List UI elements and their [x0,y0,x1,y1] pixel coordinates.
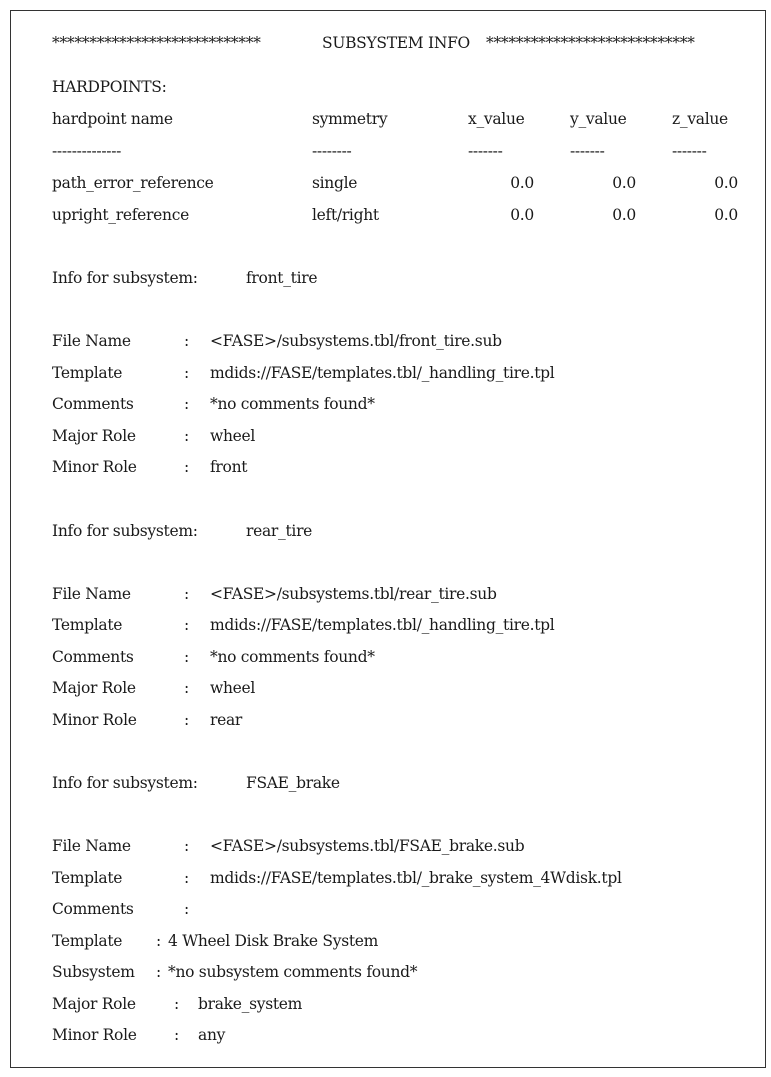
field-label: Major Role [52,679,136,697]
z-value-cell: 0.0 [714,174,738,192]
comment-field-label: Major Role [52,995,136,1013]
info-label: Info for subsystem: [52,522,198,540]
dash-z-value: ------- [672,142,707,160]
field-value: wheel [210,427,256,445]
field-label: Comments [52,648,134,666]
dash-hardpoint-name: -------------- [52,142,122,160]
field-separator: : [184,585,189,603]
info-label: Info for subsystem: [52,774,198,792]
field-separator: : [184,364,189,382]
subsystem-heading-fsae-brake [52,773,340,793]
comment-field-value: any [198,1026,226,1044]
field-label: Comments [52,900,134,918]
comment-field-label: Subsystem [52,963,135,981]
subsystem-name: FSAE_brake [246,774,340,792]
hardpoint-name-cell: upright_reference [52,206,189,224]
field-separator: : [184,616,189,634]
col-symmetry: symmetry [312,110,388,128]
field-separator: : [184,332,189,350]
field-separator: : [184,395,189,413]
info-label: Info for subsystem: [52,269,198,287]
field-row [52,363,555,383]
hardpoints-header-row [52,109,728,129]
field-value: <FASE>/subsystems.tbl/front_tire.sub [210,332,502,350]
field-label: Minor Role [52,458,137,476]
subsystem-heading-front-tire [52,268,318,288]
symmetry-cell: left/right [312,206,379,224]
x-value-cell: 0.0 [510,206,534,224]
comment-field-value: *no subsystem comments found* [168,963,418,981]
field-row [52,710,243,730]
table-row [52,173,738,193]
subsystem-name: front_tire [246,269,318,287]
field-separator: : [184,679,189,697]
comment-field-separator: : [156,932,161,950]
field-value: rear [210,711,243,729]
symmetry-cell: single [312,174,358,192]
field-value: mdids://FASE/templates.tbl/_handling_tire.tpl [210,364,555,382]
banner-line [52,33,695,53]
field-label: Major Role [52,427,136,445]
comment-field-value: brake_system [198,995,303,1013]
field-row [52,584,497,604]
z-value-cell: 0.0 [714,206,738,224]
field-value: *no comments found* [210,648,375,666]
hardpoints-heading-text: HARDPOINTS: [52,78,167,96]
hardpoint-name-cell: path_error_reference [52,174,214,192]
comment-field-row [52,994,303,1014]
comment-field-value: 4 Wheel Disk Brake System [168,932,379,950]
field-separator: : [184,837,189,855]
comment-field-row [52,1025,226,1045]
field-row [52,899,189,919]
field-value: <FASE>/subsystems.tbl/rear_tire.sub [210,585,497,603]
field-separator: : [184,869,189,887]
field-separator: : [184,648,189,666]
comment-field-label: Minor Role [52,1026,137,1044]
col-x-value: x_value [468,110,525,128]
subsystem-heading-rear-tire [52,521,313,541]
field-row [52,457,248,477]
field-value: front [210,458,248,476]
banner-title: SUBSYSTEM INFO [322,34,470,52]
comment-field-separator: : [174,995,179,1013]
field-row [52,615,555,635]
field-row [52,868,622,888]
field-row [52,331,502,351]
comment-field-separator: : [156,963,161,981]
field-row [52,647,375,667]
field-label: Minor Role [52,711,137,729]
dash-symmetry: -------- [312,142,352,160]
table-row [52,205,738,225]
x-value-cell: 0.0 [510,174,534,192]
col-y-value: y_value [570,110,627,128]
comment-field-row [52,962,418,982]
field-separator: : [184,711,189,729]
comment-field-label: Template [52,932,123,950]
comment-field-row [52,931,379,951]
banner-left-stars: **************************** [52,34,261,52]
field-separator: : [184,458,189,476]
field-value: *no comments found* [210,395,375,413]
field-label: File Name [52,332,131,350]
field-row [52,394,375,414]
subsystem-name: rear_tire [246,522,313,540]
field-value: <FASE>/subsystems.tbl/FSAE_brake.sub [210,837,525,855]
field-row [52,426,256,446]
field-label: File Name [52,585,131,603]
field-value: mdids://FASE/templates.tbl/_handling_tire.tpl [210,616,555,634]
dash-x-value: ------- [468,142,503,160]
hardpoints-heading [52,77,167,97]
dash-y-value: ------- [570,142,605,160]
banner-right-stars: **************************** [486,34,695,52]
col-hardpoint-name: hardpoint name [52,110,173,128]
col-z-value: z_value [672,110,728,128]
field-label: Template [52,869,123,887]
field-label: Template [52,616,123,634]
field-label: Comments [52,395,134,413]
field-row [52,678,256,698]
field-separator: : [184,427,189,445]
field-value: wheel [210,679,256,697]
field-label: Template [52,364,123,382]
y-value-cell: 0.0 [612,174,636,192]
field-value: mdids://FASE/templates.tbl/_brake_system_4Wdisk.tpl [210,869,622,887]
hardpoints-dash-row [52,141,707,161]
document-frame [10,10,766,1068]
field-label: File Name [52,837,131,855]
y-value-cell: 0.0 [612,206,636,224]
field-separator: : [184,900,189,918]
field-row [52,836,525,856]
comment-field-separator: : [174,1026,179,1044]
